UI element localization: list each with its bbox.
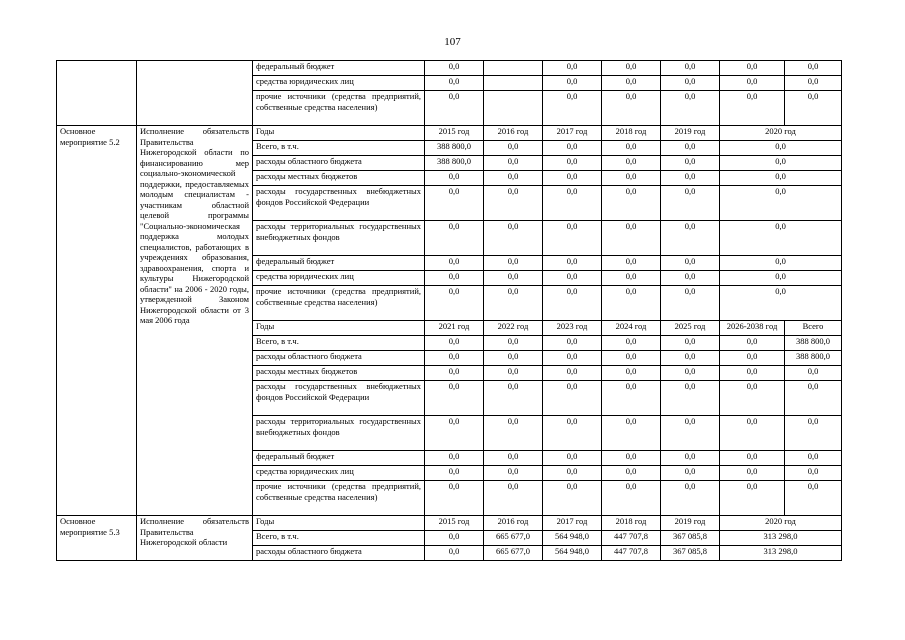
value-cell: 0,0: [484, 336, 543, 351]
funding-source-cell: прочие источники (средства предприятий, собственные средства населения): [253, 286, 425, 321]
value-cell: 0,0: [602, 91, 661, 126]
value-cell: 0,0: [543, 416, 602, 451]
value-cell: 0,0: [661, 336, 720, 351]
value-cell: 0,0: [661, 256, 720, 271]
value-cell: 0,0: [543, 91, 602, 126]
value-cell: 0,0: [425, 271, 484, 286]
funding-source-cell: расходы территориальных государственных внебюджетных фондов: [253, 416, 425, 451]
funding-source-cell: федеральный бюджет: [253, 256, 425, 271]
value-cell: 2020 год: [720, 516, 842, 531]
value-cell: 0,0: [425, 76, 484, 91]
value-cell: 313 298,0: [720, 546, 842, 561]
value-cell: 0,0: [425, 451, 484, 466]
value-cell: 0,0: [425, 466, 484, 481]
value-cell: 0,0: [602, 381, 661, 416]
value-cell: 0,0: [661, 271, 720, 286]
value-cell: 0,0: [484, 171, 543, 186]
funding-source-cell: средства юридических лиц: [253, 466, 425, 481]
value-cell: 0,0: [543, 366, 602, 381]
value-cell: 0,0: [720, 336, 785, 351]
value-cell: 2017 год: [543, 516, 602, 531]
funding-source-cell: расходы государственных внебюджетных фондов Российской Федерации: [253, 381, 425, 416]
value-cell: 0,0: [484, 451, 543, 466]
value-cell: [484, 61, 543, 76]
value-cell: 0,0: [661, 451, 720, 466]
funding-source-cell: средства юридических лиц: [253, 271, 425, 286]
value-cell: 0,0: [602, 186, 661, 221]
value-cell: 0,0: [720, 141, 842, 156]
value-cell: 0,0: [484, 466, 543, 481]
value-cell: 0,0: [720, 91, 785, 126]
value-cell: [484, 91, 543, 126]
value-cell: 0,0: [425, 186, 484, 221]
value-cell: 0,0: [425, 531, 484, 546]
value-cell: 0,0: [484, 351, 543, 366]
value-cell: 2024 год: [602, 321, 661, 336]
value-cell: 0,0: [720, 156, 842, 171]
value-cell: 0,0: [425, 351, 484, 366]
value-cell: 0,0: [484, 156, 543, 171]
value-cell: 0,0: [602, 61, 661, 76]
value-cell: 0,0: [602, 416, 661, 451]
value-cell: 0,0: [661, 416, 720, 451]
funding-source-cell: расходы областного бюджета: [253, 156, 425, 171]
value-cell: 0,0: [484, 221, 543, 256]
value-cell: 0,0: [785, 61, 842, 76]
value-cell: 367 085,8: [661, 531, 720, 546]
funding-source-cell: расходы областного бюджета: [253, 351, 425, 366]
value-cell: 0,0: [602, 451, 661, 466]
funding-source-cell: расходы местных бюджетов: [253, 171, 425, 186]
value-cell: 388 800,0: [785, 351, 842, 366]
value-cell: 0,0: [543, 221, 602, 256]
value-cell: 0,0: [543, 466, 602, 481]
value-cell: 0,0: [602, 351, 661, 366]
value-cell: 2016 год: [484, 516, 543, 531]
value-cell: 0,0: [602, 256, 661, 271]
value-cell: 0,0: [543, 451, 602, 466]
value-cell: 0,0: [720, 481, 785, 516]
value-cell: 313 298,0: [720, 531, 842, 546]
value-cell: 0,0: [720, 256, 842, 271]
value-cell: 2015 год: [425, 516, 484, 531]
value-cell: 0,0: [661, 381, 720, 416]
funding-source-cell: федеральный бюджет: [253, 451, 425, 466]
budget-table: [56, 60, 842, 561]
funding-source-cell: прочие источники (средства предприятий, собственные средства населения): [253, 91, 425, 126]
value-cell: [484, 76, 543, 91]
value-cell: 0,0: [661, 481, 720, 516]
value-cell: 0,0: [425, 221, 484, 256]
value-cell: 0,0: [661, 221, 720, 256]
value-cell: 0,0: [720, 286, 842, 321]
funding-source-cell: федеральный бюджет: [253, 61, 425, 76]
value-cell: 388 800,0: [425, 156, 484, 171]
value-cell: 0,0: [484, 256, 543, 271]
value-cell: 564 948,0: [543, 531, 602, 546]
value-cell: 0,0: [425, 91, 484, 126]
event-name-cell: [57, 61, 137, 126]
event-description-cell: [137, 61, 253, 126]
value-cell: 0,0: [425, 286, 484, 321]
value-cell: 2026-2038 год: [720, 321, 785, 336]
value-cell: 0,0: [720, 61, 785, 76]
value-cell: 0,0: [661, 61, 720, 76]
value-cell: 0,0: [484, 271, 543, 286]
value-cell: 447 707,8: [602, 546, 661, 561]
funding-source-cell: прочие источники (средства предприятий, собственные средства населения): [253, 481, 425, 516]
value-cell: 2023 год: [543, 321, 602, 336]
value-cell: 0,0: [785, 76, 842, 91]
value-cell: 0,0: [543, 141, 602, 156]
value-cell: 2020 год: [720, 126, 842, 141]
funding-source-cell: средства юридических лиц: [253, 76, 425, 91]
value-cell: 0,0: [785, 451, 842, 466]
table-row: [57, 516, 842, 531]
value-cell: 0,0: [720, 171, 842, 186]
value-cell: 367 085,8: [661, 546, 720, 561]
value-cell: 0,0: [602, 76, 661, 91]
value-cell: 0,0: [543, 336, 602, 351]
value-cell: 0,0: [720, 351, 785, 366]
value-cell: 0,0: [602, 466, 661, 481]
value-cell: 0,0: [785, 366, 842, 381]
funding-source-cell: Всего, в т.ч.: [253, 141, 425, 156]
table-row: [57, 126, 842, 141]
funding-source-cell: расходы государственных внебюджетных фондов Российской Федерации: [253, 186, 425, 221]
value-cell: 0,0: [543, 481, 602, 516]
value-cell: 0,0: [425, 381, 484, 416]
value-cell: 2021 год: [425, 321, 484, 336]
value-cell: 2016 год: [484, 126, 543, 141]
value-cell: 0,0: [484, 186, 543, 221]
event-name-cell: Основное мероприятие 5.3: [57, 516, 137, 561]
event-description-cell: Исполнение обязательств Правительства Нижегородской области: [137, 516, 253, 561]
value-cell: Всего: [785, 321, 842, 336]
value-cell: 0,0: [543, 381, 602, 416]
page-number: 107: [444, 36, 461, 48]
value-cell: 0,0: [602, 481, 661, 516]
value-cell: 665 677,0: [484, 546, 543, 561]
value-cell: 0,0: [425, 481, 484, 516]
value-cell: 0,0: [484, 416, 543, 451]
value-cell: 0,0: [720, 416, 785, 451]
value-cell: 2015 год: [425, 126, 484, 141]
value-cell: 0,0: [661, 171, 720, 186]
value-cell: 0,0: [425, 61, 484, 76]
value-cell: 0,0: [661, 156, 720, 171]
funding-source-cell: расходы территориальных государственных внебюджетных фондов: [253, 221, 425, 256]
value-cell: 0,0: [425, 171, 484, 186]
value-cell: 0,0: [425, 256, 484, 271]
funding-source-cell: расходы местных бюджетов: [253, 366, 425, 381]
value-cell: 388 800,0: [785, 336, 842, 351]
value-cell: 0,0: [484, 286, 543, 321]
value-cell: 0,0: [543, 76, 602, 91]
value-cell: 0,0: [484, 481, 543, 516]
value-cell: 0,0: [785, 466, 842, 481]
funding-source-cell: Годы: [253, 321, 425, 336]
value-cell: 0,0: [543, 286, 602, 321]
value-cell: 0,0: [425, 416, 484, 451]
value-cell: 0,0: [484, 381, 543, 416]
funding-source-cell: Всего, в т.ч.: [253, 531, 425, 546]
value-cell: 0,0: [720, 271, 842, 286]
value-cell: 0,0: [785, 416, 842, 451]
value-cell: 0,0: [720, 221, 842, 256]
value-cell: 2017 год: [543, 126, 602, 141]
event-description-cell: Исполнение обязательств Правительства Нижегородской области по финансированию мер социально-экономической поддержки, предоставляемых молодым специалистам - участникам областной целевой программы "Социально-экономическая поддержка молодых специалистов, работающих в учреждениях образования, здравоохранения, спорта и культуры Нижегородской области" на 2006 - 2020 годы, утвержденной Законом Нижегородской области от 3 мая 2006 года: [137, 126, 253, 516]
value-cell: 0,0: [661, 91, 720, 126]
value-cell: 2022 год: [484, 321, 543, 336]
value-cell: 0,0: [720, 381, 785, 416]
value-cell: 0,0: [425, 336, 484, 351]
funding-source-cell: Годы: [253, 516, 425, 531]
value-cell: 0,0: [543, 351, 602, 366]
value-cell: 0,0: [602, 156, 661, 171]
value-cell: 0,0: [425, 366, 484, 381]
value-cell: 0,0: [602, 366, 661, 381]
value-cell: 388 800,0: [425, 141, 484, 156]
value-cell: 0,0: [543, 271, 602, 286]
value-cell: 2019 год: [661, 126, 720, 141]
value-cell: 0,0: [484, 141, 543, 156]
value-cell: 0,0: [661, 466, 720, 481]
funding-source-cell: расходы областного бюджета: [253, 546, 425, 561]
value-cell: 447 707,8: [602, 531, 661, 546]
value-cell: 0,0: [602, 221, 661, 256]
value-cell: 0,0: [661, 141, 720, 156]
table-row: [57, 61, 842, 76]
value-cell: 0,0: [720, 451, 785, 466]
value-cell: 0,0: [602, 141, 661, 156]
value-cell: 0,0: [602, 286, 661, 321]
value-cell: 0,0: [661, 351, 720, 366]
funding-source-cell: Всего, в т.ч.: [253, 336, 425, 351]
value-cell: 0,0: [543, 156, 602, 171]
value-cell: 0,0: [661, 366, 720, 381]
value-cell: 0,0: [661, 186, 720, 221]
value-cell: 665 677,0: [484, 531, 543, 546]
value-cell: 564 948,0: [543, 546, 602, 561]
value-cell: 0,0: [720, 186, 842, 221]
value-cell: 0,0: [543, 61, 602, 76]
event-name-cell: Основное мероприятие 5.2: [57, 126, 137, 516]
value-cell: 0,0: [543, 171, 602, 186]
value-cell: 0,0: [543, 256, 602, 271]
value-cell: 2019 год: [661, 516, 720, 531]
value-cell: 0,0: [785, 381, 842, 416]
value-cell: 0,0: [785, 481, 842, 516]
value-cell: 2025 год: [661, 321, 720, 336]
value-cell: 0,0: [425, 546, 484, 561]
value-cell: 0,0: [602, 171, 661, 186]
value-cell: 2018 год: [602, 126, 661, 141]
value-cell: 0,0: [661, 286, 720, 321]
value-cell: 0,0: [720, 466, 785, 481]
value-cell: 0,0: [661, 76, 720, 91]
value-cell: 0,0: [543, 186, 602, 221]
value-cell: 0,0: [484, 366, 543, 381]
value-cell: 0,0: [720, 76, 785, 91]
value-cell: 0,0: [720, 366, 785, 381]
value-cell: 0,0: [785, 91, 842, 126]
funding-source-cell: Годы: [253, 126, 425, 141]
value-cell: 0,0: [602, 271, 661, 286]
value-cell: 2018 год: [602, 516, 661, 531]
value-cell: 0,0: [602, 336, 661, 351]
